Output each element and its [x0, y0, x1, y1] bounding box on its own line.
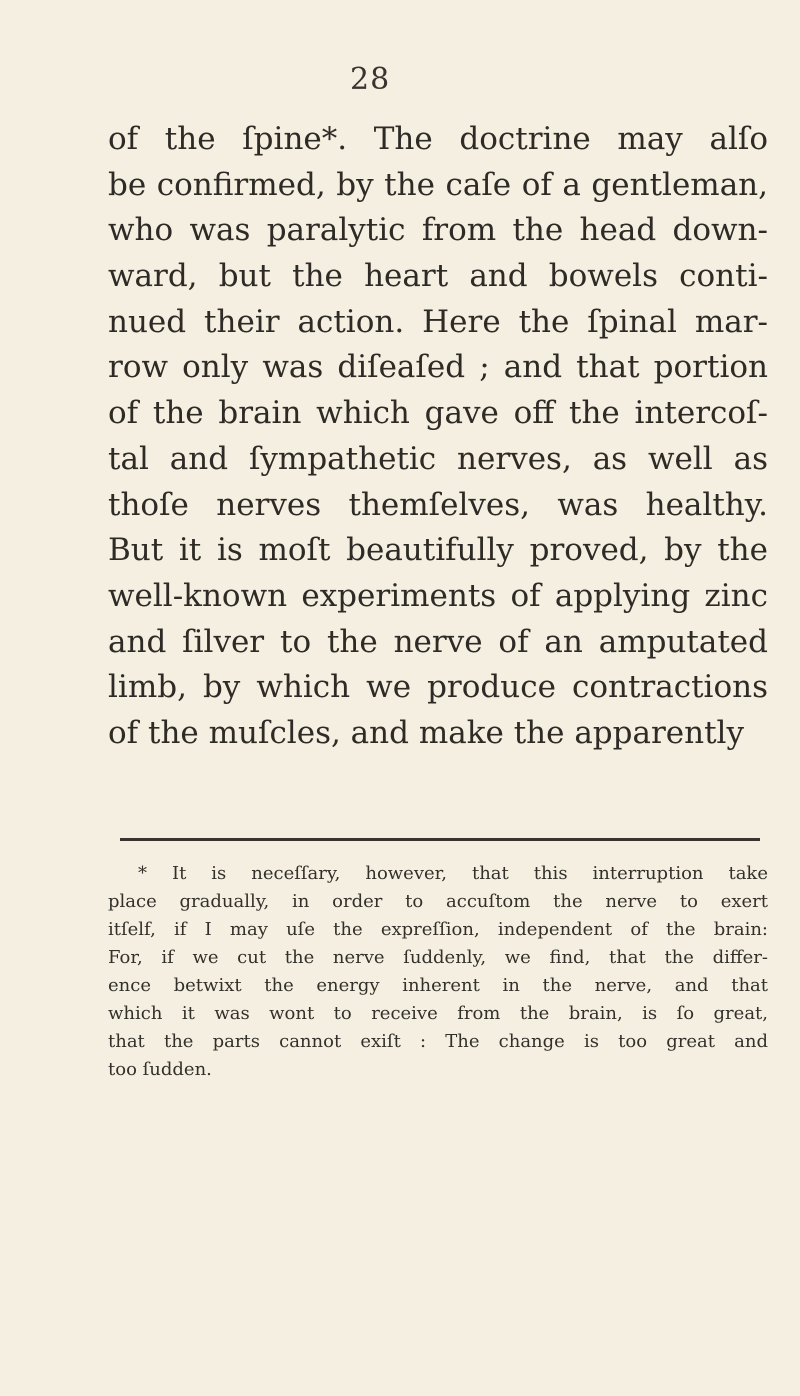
- footnote-line: which it was wont to receive from the brain, is ſo great,: [108, 1003, 768, 1024]
- main-text-line: of the ſpine*. The doctrine may alſo: [108, 121, 768, 157]
- footnote-line: too ſudden.: [108, 1059, 212, 1080]
- main-text-line: row only was diſeaſed ; and that portion: [108, 349, 768, 386]
- footnote-line: itſelf, if I may uſe the expreſſion, independent of the brain:: [108, 919, 768, 940]
- main-text-line: tal and ſympathetic nerves, as well as: [108, 440, 768, 477]
- page-number: 28: [350, 62, 391, 97]
- main-text-line: of the brain which gave off the intercoſ-: [108, 395, 768, 432]
- main-text-line: ward, but the heart and bowels conti-: [108, 258, 768, 295]
- main-text-line: limb, by which we produce contractions: [108, 669, 768, 706]
- footnote-divider: [120, 838, 760, 841]
- main-text-block: [108, 117, 768, 757]
- main-text-line: But it is moſt beautifully proved, by the: [108, 532, 768, 569]
- footnote-line: place gradually, in order to accuſtom the nerve to exert: [108, 891, 768, 912]
- footnote-line: ence betwixt the energy inherent in the nerve, and that: [108, 975, 768, 996]
- main-text-line: and ſilver to the nerve of an amputated: [108, 623, 768, 660]
- main-text-line: of the muſcles, and make the apparently: [108, 714, 744, 751]
- footnote-line: * It is neceſſary, however, that this interruption take: [138, 863, 768, 884]
- footnote-line: For, if we cut the nerve ſuddenly, we find, that the differ-: [108, 947, 768, 968]
- main-text-line: who was paralytic from the head down-: [108, 212, 768, 249]
- main-text-line: thoſe nerves themſelves, was healthy.: [108, 486, 768, 523]
- main-text-line: nued their action. Here the ſpinal mar-: [108, 303, 768, 340]
- footnote-line: that the parts cannot exiſt : The change is too great and: [108, 1031, 768, 1052]
- main-text-line: be confirmed, by the caſe of a gentleman,: [108, 166, 768, 203]
- main-text-line: well-known experiments of applying zinc: [108, 577, 768, 614]
- footnote-block: [108, 860, 768, 1084]
